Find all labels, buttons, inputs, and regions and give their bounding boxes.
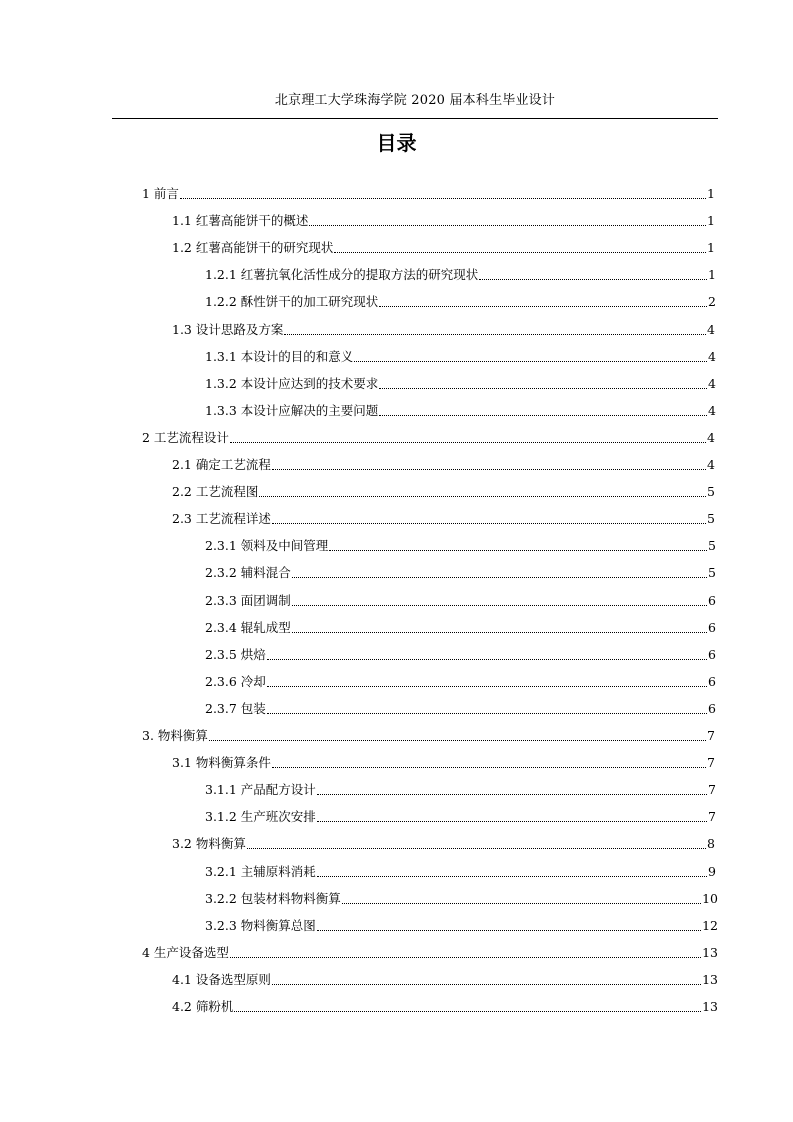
toc-entry-label: 3.1.1 产品配方设计 — [205, 782, 316, 798]
toc-entry[interactable] — [205, 292, 716, 312]
toc-entry-page-number: 8 — [707, 836, 715, 852]
toc-entry[interactable] — [142, 428, 715, 448]
page-header: 北京理工大学珠海学院 2020 届本科生毕业设计 — [274, 93, 556, 108]
toc-dot-leader — [234, 1011, 701, 1012]
toc-entry-label: 1.2.1 红薯抗氧化活性成分的提取方法的研究现状 — [205, 267, 479, 283]
toc-entry-page-number: 5 — [707, 511, 715, 527]
toc-dot-leader — [230, 957, 701, 958]
toc-entry-page-number: 1 — [708, 267, 716, 283]
toc-entry-page-number: 1 — [707, 240, 715, 256]
toc-entry[interactable] — [205, 672, 716, 692]
toc-entry-page-number: 4 — [708, 348, 716, 364]
toc-entry-page-number: 5 — [707, 484, 715, 500]
toc-entry[interactable] — [172, 482, 715, 502]
toc-entry[interactable] — [205, 618, 716, 638]
toc-dot-leader — [272, 523, 706, 524]
toc-dot-leader — [317, 794, 707, 795]
toc-entry-label: 2.2 工艺流程图 — [172, 484, 259, 500]
toc-entry-page-number: 10 — [702, 890, 718, 906]
toc-entry-label: 1 前言 — [142, 186, 179, 201]
toc-entry[interactable] — [205, 780, 716, 800]
toc-entry-page-number: 13 — [702, 971, 718, 987]
toc-dot-leader — [309, 225, 706, 226]
toc-entry-label: 2.3.2 辅料混合 — [205, 565, 291, 581]
toc-entry-page-number: 5 — [708, 565, 716, 581]
toc-dot-leader — [180, 198, 706, 199]
toc-dot-leader — [292, 577, 707, 578]
toc-entry[interactable] — [142, 726, 715, 746]
toc-entry-label: 1.2.2 酥性饼干的加工研究现状 — [205, 294, 379, 310]
toc-entry-page-number: 6 — [708, 646, 716, 662]
toc-title: 目录 — [376, 131, 417, 155]
toc-entry-label: 3.2.1 主辅原料消耗 — [205, 863, 316, 879]
toc-entry[interactable] — [205, 807, 716, 827]
toc-dot-leader — [329, 550, 707, 551]
toc-entry[interactable] — [172, 753, 715, 773]
toc-entry-page-number: 6 — [708, 592, 716, 608]
toc-dot-leader — [272, 469, 706, 470]
toc-dot-leader — [267, 659, 707, 660]
toc-dot-leader — [317, 821, 707, 822]
toc-dot-leader — [284, 334, 706, 335]
toc-entry-page-number: 1 — [707, 213, 715, 229]
toc-entry-label: 3. 物料衡算 — [142, 728, 208, 743]
toc-dot-leader — [479, 279, 707, 280]
toc-dot-leader — [317, 876, 707, 877]
toc-entry-label: 2.3.3 面团调制 — [205, 592, 291, 608]
toc-dot-leader — [379, 306, 707, 307]
toc-entry-label: 4 生产设备选型 — [142, 944, 229, 960]
toc-dot-leader — [379, 415, 707, 416]
toc-dot-leader — [292, 605, 707, 606]
toc-entry-label: 4.1 设备选型原则 — [172, 971, 271, 987]
toc-entry[interactable] — [172, 970, 718, 990]
toc-entry[interactable] — [205, 563, 716, 583]
toc-entry-page-number: 5 — [708, 538, 716, 554]
toc-entry[interactable] — [172, 320, 715, 340]
toc-entry-label: 1.1 红薯高能饼干的概述 — [172, 213, 309, 229]
toc-dot-leader — [292, 632, 707, 633]
toc-entry-label: 3.2.2 包装材料物料衡算 — [205, 890, 341, 906]
toc-entry-page-number: 6 — [708, 700, 716, 716]
toc-entry[interactable] — [205, 862, 716, 882]
toc-entry[interactable] — [205, 645, 716, 665]
toc-entry-page-number: 2 — [708, 294, 716, 310]
toc-dot-leader — [259, 496, 706, 497]
toc-entry-label: 2.3.7 包装 — [205, 700, 266, 716]
toc-entry-label: 1.3.1 本设计的目的和意义 — [205, 348, 354, 364]
toc-entry-page-number: 7 — [707, 755, 715, 771]
toc-entry-page-number: 12 — [702, 917, 718, 933]
toc-entry[interactable] — [205, 536, 716, 556]
toc-entry[interactable] — [142, 943, 718, 963]
toc-dot-leader — [317, 930, 701, 931]
toc-entry-page-number: 9 — [708, 863, 716, 879]
toc-entry-page-number: 7 — [707, 728, 715, 743]
toc-entry-label: 2.3 工艺流程详述 — [172, 511, 271, 527]
toc-entry-page-number: 6 — [708, 673, 716, 689]
toc-dot-leader — [272, 767, 706, 768]
toc-entry-label: 3.2.3 物料衡算总图 — [205, 917, 316, 933]
toc-dot-leader — [354, 361, 707, 362]
toc-entry-label: 1.3.3 本设计应解决的主要问题 — [205, 402, 379, 418]
toc-entry-page-number: 4 — [707, 457, 715, 472]
toc-dot-leader — [342, 903, 701, 904]
toc-entry[interactable] — [172, 238, 715, 258]
toc-dot-leader — [230, 442, 706, 443]
toc-entry-page-number: 13 — [702, 999, 718, 1014]
toc-dot-leader — [272, 984, 701, 985]
toc-dot-leader — [267, 713, 707, 714]
toc-entry-label: 2 工艺流程设计 — [142, 429, 229, 445]
toc-dot-leader — [267, 686, 707, 687]
toc-entry[interactable] — [205, 374, 716, 394]
toc-entry-page-number: 7 — [708, 782, 716, 798]
toc-entry-label: 1.2 红薯高能饼干的研究现状 — [172, 240, 334, 256]
toc-entry[interactable] — [205, 347, 716, 367]
toc-entry-label: 3.2 物料衡算 — [172, 836, 246, 852]
toc-entry[interactable] — [172, 211, 715, 231]
toc-entry[interactable] — [172, 834, 715, 854]
toc-entry-page-number: 4 — [708, 402, 716, 418]
toc-entry[interactable] — [172, 997, 718, 1017]
toc-dot-leader — [334, 252, 706, 253]
toc-entry-page-number: 4 — [707, 429, 715, 445]
toc-entry-label: 1.3 设计思路及方案 — [172, 321, 284, 337]
toc-entry[interactable] — [205, 916, 718, 936]
toc-entry[interactable] — [172, 509, 715, 529]
toc-entry-page-number: 4 — [707, 321, 715, 337]
toc-entry[interactable] — [172, 455, 715, 475]
toc-entry[interactable] — [205, 401, 716, 421]
toc-entry-label: 3.1 物料衡算条件 — [172, 755, 271, 771]
toc-entry-page-number: 1 — [707, 186, 715, 201]
toc-entry-label: 2.3.5 烘焙 — [205, 646, 266, 662]
toc-entry-label: 4.2 筛粉机 — [172, 999, 234, 1014]
toc-entry[interactable] — [205, 591, 716, 611]
toc-dot-leader — [247, 848, 706, 849]
toc-entry[interactable] — [205, 889, 718, 909]
toc-entry-page-number: 7 — [708, 809, 716, 825]
toc-entry-page-number: 13 — [702, 944, 718, 960]
toc-entry-label: 3.1.2 生产班次安排 — [205, 809, 316, 825]
toc-dot-leader — [209, 740, 706, 741]
toc-entry-page-number: 4 — [708, 375, 716, 391]
toc-dot-leader — [379, 388, 707, 389]
toc-entry-label: 2.1 确定工艺流程 — [172, 457, 271, 472]
toc-entry-page-number: 6 — [708, 619, 716, 635]
toc-entry-label: 2.3.4 辊轧成型 — [205, 619, 291, 635]
toc-entry[interactable] — [205, 699, 716, 719]
toc-entry-label: 1.3.2 本设计应达到的技术要求 — [205, 375, 379, 391]
toc-entry-label: 2.3.6 冷却 — [205, 673, 266, 689]
toc-entry-label: 2.3.1 领料及中间管理 — [205, 538, 329, 554]
toc-entry[interactable] — [205, 265, 716, 285]
header-rule — [112, 118, 718, 119]
toc-entry[interactable] — [142, 184, 715, 204]
